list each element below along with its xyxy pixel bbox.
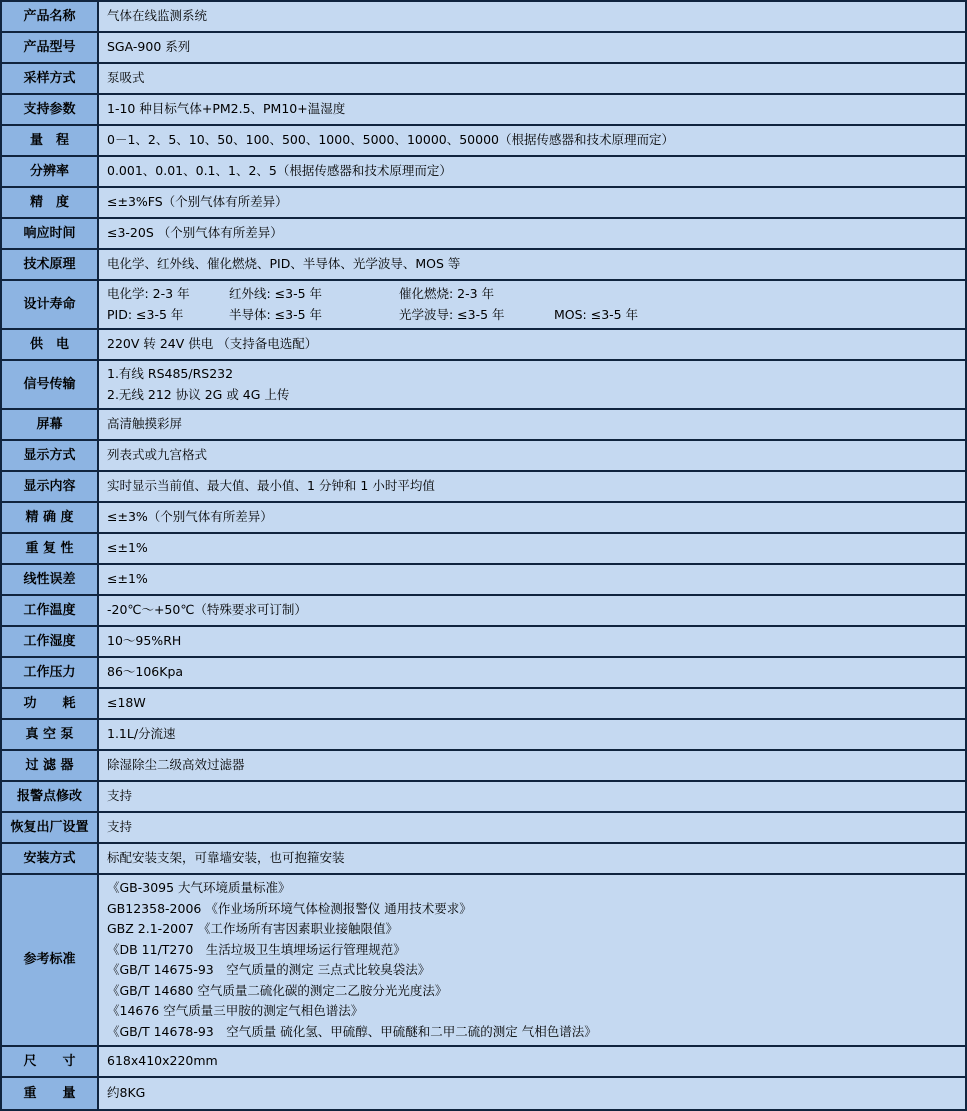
table-row — [2, 565, 965, 596]
value-line: ≤±3%FS（个别气体有所差异） — [107, 194, 288, 210]
table-row — [2, 627, 965, 658]
value-line: 《GB-3095 大气环境质量标准》 — [107, 880, 291, 895]
row-label: 显示内容 — [2, 472, 99, 501]
row-label: 支持参数 — [2, 95, 99, 124]
row-label: 产品名称 — [2, 2, 99, 31]
row-label: 信号传输 — [2, 361, 99, 408]
table-row — [2, 813, 965, 844]
row-label: 过 滤 器 — [2, 751, 99, 780]
value-line: 实时显示当前值、最大值、最小值、1 分钟和 1 小时平均值 — [107, 478, 435, 494]
table-row — [2, 1047, 965, 1078]
value-segment: 电化学: 2-3 年 — [107, 286, 190, 301]
row-value — [99, 126, 965, 155]
row-value — [99, 95, 965, 124]
value-line: ≤18W — [107, 695, 146, 711]
row-value — [99, 281, 965, 328]
table-row — [2, 2, 965, 33]
table-row — [2, 782, 965, 813]
row-value — [99, 565, 965, 594]
row-value — [99, 658, 965, 687]
value-line: 86～106Kpa — [107, 664, 184, 680]
table-row — [2, 361, 965, 410]
value-segment: 光学波导: ≤3-5 年 — [399, 306, 505, 322]
row-value — [99, 33, 965, 62]
row-label: 工作温度 — [2, 596, 99, 625]
row-label: 真 空 泵 — [2, 720, 99, 749]
value-line: ≤±1% — [107, 540, 148, 556]
value-line: 《GB/T 14678-93 空气质量 硫化氢、甲硫醇、甲硫醚和二甲二硫的测定 气相色谱法》 — [107, 1023, 597, 1039]
value-line: ≤±3%（个别气体有所差异） — [107, 509, 273, 525]
row-label: 采样方式 — [2, 64, 99, 93]
value-line: 列表式或九宫格式 — [107, 447, 208, 463]
row-label: 供 电 — [2, 330, 99, 359]
value-line: 约8KG — [107, 1085, 146, 1101]
row-label: 工作压力 — [2, 658, 99, 687]
row-label: 精 度 — [2, 188, 99, 217]
row-label: 显示方式 — [2, 441, 99, 470]
row-label: 设计寿命 — [2, 281, 99, 328]
value-line: 10～95%RH — [107, 633, 182, 649]
value-line: 0－1、2、5、10、50、100、500、1000、5000、10000、50000（根据传感器和技术原理而定） — [107, 132, 674, 148]
row-value — [99, 782, 965, 811]
table-row — [2, 281, 965, 330]
row-label: 量 程 — [2, 126, 99, 155]
row-value — [99, 689, 965, 718]
row-value — [99, 627, 965, 656]
table-row — [2, 503, 965, 534]
value-line: 《DB 11/T270 生活垃圾卫生填埋场运行管理规范》 — [107, 941, 406, 957]
value-line: 高清触摸彩屏 — [107, 416, 183, 432]
table-row — [2, 658, 965, 689]
row-value — [99, 503, 965, 532]
row-value — [99, 219, 965, 248]
row-value — [99, 157, 965, 186]
value-line: SGA-900 系列 — [107, 39, 191, 55]
row-label: 功 耗 — [2, 689, 99, 718]
table-row — [2, 689, 965, 720]
value-line: 《GB/T 14680 空气质量二硫化碳的测定二乙胺分光光度法》 — [107, 982, 448, 998]
table-row — [2, 188, 965, 219]
table-row — [2, 126, 965, 157]
value-line: 气体在线监测系统 — [107, 8, 208, 24]
row-label: 报警点修改 — [2, 782, 99, 811]
value-segment: PID: ≤3-5 年 — [107, 306, 184, 322]
row-label: 产品型号 — [2, 33, 99, 62]
table-row — [2, 157, 965, 188]
value-line: 除湿除尘二级高效过滤器 — [107, 757, 245, 773]
row-label: 恢复出厂设置 — [2, 813, 99, 842]
row-label: 屏幕 — [2, 410, 99, 439]
row-value — [99, 410, 965, 439]
row-value — [99, 2, 965, 31]
value-line: 1.1L/分流速 — [107, 726, 176, 742]
table-row — [2, 95, 965, 126]
table-row — [2, 441, 965, 472]
value-segment: 催化燃烧: 2-3 年 — [399, 286, 495, 301]
row-label: 参考标准 — [2, 875, 99, 1045]
value-line: ≤3-20S （个别气体有所差异） — [107, 225, 283, 241]
row-label: 技术原理 — [2, 250, 99, 279]
row-label: 尺 寸 — [2, 1047, 99, 1076]
value-line: 2.无线 212 协议 2G 或 4G 上传 — [107, 386, 290, 402]
value-line — [107, 284, 957, 305]
table-row — [2, 1078, 965, 1109]
row-value — [99, 534, 965, 563]
value-line: -20℃～+50℃（特殊要求可订制） — [107, 602, 307, 618]
row-label: 工作湿度 — [2, 627, 99, 656]
row-value — [99, 64, 965, 93]
row-value — [99, 1078, 965, 1109]
value-segment: MOS: ≤3-5 年 — [554, 306, 639, 322]
value-line: 电化学、红外线、催化燃烧、PID、半导体、光学波导、MOS 等 — [107, 256, 461, 272]
row-label: 分辨率 — [2, 157, 99, 186]
value-line: 1-10 种目标气体+PM2.5、PM10+温湿度 — [107, 101, 346, 117]
row-value — [99, 361, 965, 408]
row-value — [99, 720, 965, 749]
row-value — [99, 875, 965, 1045]
value-line: GBZ 2.1-2007 《工作场所有害因素职业接触限值》 — [107, 921, 398, 936]
value-line: GB12358-2006 《作业场所环境气体检测报警仪 通用技术要求》 — [107, 900, 472, 916]
value-line: 标配安装支架，可靠墙安装，也可抱箍安装 — [107, 850, 345, 866]
row-value — [99, 751, 965, 780]
value-line: 《14676 空气质量三甲胺的测定气相色谱法》 — [107, 1003, 364, 1018]
table-row — [2, 751, 965, 782]
row-value — [99, 596, 965, 625]
row-value — [99, 330, 965, 359]
row-label: 线性误差 — [2, 565, 99, 594]
value-line: 《GB/T 14675-93 空气质量的测定 三点式比较臭袋法》 — [107, 962, 431, 977]
table-row — [2, 410, 965, 441]
table-row — [2, 875, 965, 1047]
table-row — [2, 330, 965, 361]
table-row — [2, 596, 965, 627]
value-line: 支持 — [107, 788, 133, 804]
table-row — [2, 720, 965, 751]
table-row — [2, 844, 965, 875]
table-row — [2, 250, 965, 281]
row-value — [99, 1047, 965, 1076]
row-label: 精 确 度 — [2, 503, 99, 532]
table-row — [2, 472, 965, 503]
row-value — [99, 844, 965, 873]
row-value — [99, 813, 965, 842]
value-line: ≤±1% — [107, 571, 148, 587]
value-segment: 红外线: ≤3-5 年 — [229, 286, 323, 301]
value-line: 1.有线 RS485/RS232 — [107, 366, 234, 381]
table-row — [2, 219, 965, 250]
value-line: 泵吸式 — [107, 70, 145, 86]
row-label: 安装方式 — [2, 844, 99, 873]
row-label: 响应时间 — [2, 219, 99, 248]
table-row — [2, 33, 965, 64]
table-row — [2, 534, 965, 565]
value-segment: 半导体: ≤3-5 年 — [229, 306, 323, 322]
row-value — [99, 188, 965, 217]
row-value — [99, 472, 965, 501]
row-value — [99, 250, 965, 279]
value-line: 0.001、0.01、0.1、1、2、5（根据传感器和技术原理而定） — [107, 163, 452, 179]
value-line — [107, 305, 957, 326]
row-label: 重 量 — [2, 1078, 99, 1109]
row-label: 重 复 性 — [2, 534, 99, 563]
row-value — [99, 441, 965, 470]
value-line: 618x410x220mm — [107, 1053, 218, 1069]
value-line: 220V 转 24V 供电 （支持备电选配） — [107, 336, 318, 352]
value-line: 支持 — [107, 819, 133, 835]
table-row — [2, 64, 965, 95]
